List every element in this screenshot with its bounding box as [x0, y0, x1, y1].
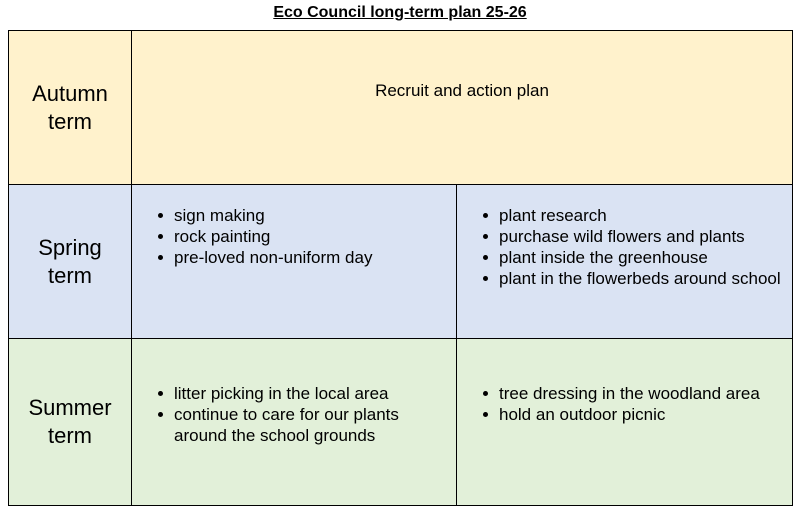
autumn-term-cell — [9, 31, 132, 185]
autumn-row — [9, 31, 793, 185]
list-item: tree dressing in the woodland area — [499, 383, 784, 404]
summer-activities-list-1 — [132, 339, 456, 446]
list-item: plant research — [499, 205, 784, 226]
summer-activities-list-2 — [457, 339, 792, 425]
spring-row — [9, 185, 793, 339]
autumn-plan-text: Recruit and action plan — [375, 81, 549, 100]
summer-term-cell — [9, 339, 132, 506]
list-item: litter picking in the local area — [174, 383, 448, 404]
spring-term-cell — [9, 185, 132, 339]
list-item: purchase wild flowers and plants — [499, 226, 784, 247]
spring-activities-list-1 — [132, 185, 456, 268]
spring-term-label: Spring term — [38, 234, 102, 288]
list-item: hold an outdoor picnic — [499, 404, 784, 425]
autumn-plan-cell — [132, 31, 793, 185]
list-item: plant inside the greenhouse — [499, 247, 784, 268]
list-item: rock painting — [174, 226, 448, 247]
list-item: plant in the flowerbeds around school — [499, 268, 784, 289]
spring-activities-cell-1 — [132, 185, 457, 339]
list-item: sign making — [174, 205, 448, 226]
summer-term-label: Summer term — [28, 395, 112, 448]
summer-activities-cell-2 — [457, 339, 793, 506]
spring-activities-list-2 — [457, 185, 792, 289]
autumn-term-label: Autumn term — [32, 80, 108, 134]
spring-activities-cell-2 — [457, 185, 793, 339]
list-item: continue to care for our plants around the school grounds — [174, 404, 448, 446]
document-title: Eco Council long-term plan 25-26 — [273, 4, 527, 21]
summer-activities-cell-1 — [132, 339, 457, 506]
summer-row — [9, 339, 793, 506]
list-item: pre-loved non-uniform day — [174, 247, 448, 268]
plan-table — [8, 30, 793, 506]
